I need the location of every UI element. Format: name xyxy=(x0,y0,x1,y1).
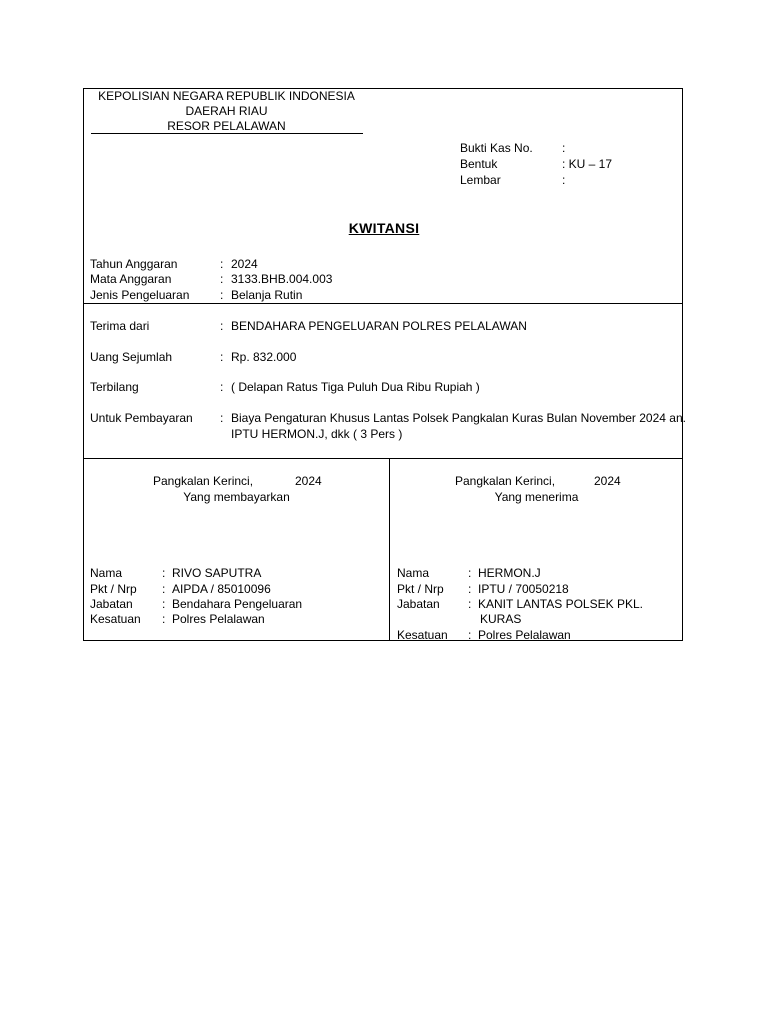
payer-kesatuan-label: Kesatuan xyxy=(90,612,141,626)
colon: : xyxy=(162,566,166,580)
payer-nama-label: Nama xyxy=(90,566,123,580)
colon: : xyxy=(468,628,472,642)
receiver-jabatan-value-line1: KANIT LANTAS POLSEK PKL. xyxy=(478,597,643,611)
colon: : xyxy=(162,597,166,611)
receiver-kesatuan-label: Kesatuan xyxy=(397,628,448,642)
uang-sejumlah-label: Uang Sejumlah xyxy=(90,350,173,364)
colon: : xyxy=(162,582,166,596)
lembar-value: : xyxy=(562,173,566,187)
institution-header xyxy=(84,89,369,134)
header-underline xyxy=(91,133,363,134)
receipt-document xyxy=(83,88,686,642)
colon: : xyxy=(220,272,224,286)
colon: : xyxy=(468,582,472,596)
receiver-nama-label: Nama xyxy=(397,566,430,580)
receiver-role: Yang menerima xyxy=(494,490,579,504)
receiver-nama-value: HERMON.J xyxy=(478,566,541,580)
receiver-place: Pangkalan Kerinci, xyxy=(455,474,556,488)
bentuk-label: Bentuk xyxy=(460,157,498,171)
signature-column-divider xyxy=(389,458,390,641)
receiver-pkt-label: Pkt / Nrp xyxy=(397,582,444,596)
payer-year: 2024 xyxy=(295,474,322,488)
terima-dari-value: BENDAHARA PENGELUARAN POLRES PELALAWAN xyxy=(231,319,527,333)
payer-jabatan-label: Jabatan xyxy=(90,597,133,611)
colon: : xyxy=(220,350,224,364)
receiver-kesatuan-value: Polres Pelalawan xyxy=(478,628,571,642)
untuk-pembayaran-value-line1: Biaya Pengaturan Khusus Lantas Polsek Pangkalan Kuras Bulan November 2024 an. xyxy=(231,411,686,425)
jenis-pengeluaran-value: Belanja Rutin xyxy=(231,288,303,302)
mata-anggaran-value: 3133.BHB.004.003 xyxy=(231,272,333,286)
document-title: KWITANSI xyxy=(348,220,420,236)
payer-nama-value: RIVO SAPUTRA xyxy=(172,566,262,580)
payer-pkt-value: AIPDA / 85010096 xyxy=(172,582,271,596)
payer-kesatuan-value: Polres Pelalawan xyxy=(172,612,265,626)
payer-place: Pangkalan Kerinci, xyxy=(153,474,254,488)
lembar-label: Lembar xyxy=(460,173,501,187)
receiver-pkt-value: IPTU / 70050218 xyxy=(478,582,569,596)
receiver-jabatan-label: Jabatan xyxy=(397,597,440,611)
header-line-3: RESOR PELALAWAN xyxy=(167,119,286,133)
colon: : xyxy=(220,288,224,302)
colon: : xyxy=(468,597,472,611)
terbilang-label: Terbilang xyxy=(90,380,139,394)
bukti-kas-label: Bukti Kas No. xyxy=(460,141,533,155)
receiver-jabatan-value-line2: KURAS xyxy=(480,612,522,626)
untuk-pembayaran-label: Untuk Pembayaran xyxy=(90,411,193,425)
header-line-2: DAERAH RIAU xyxy=(185,104,268,118)
colon: : xyxy=(162,612,166,626)
tahun-anggaran-value: 2024 xyxy=(231,257,258,271)
terbilang-value: ( Delapan Ratus Tiga Puluh Dua Ribu Rupiah ) xyxy=(231,380,480,394)
section-divider xyxy=(84,458,683,459)
terima-dari-label: Terima dari xyxy=(90,319,150,333)
jenis-pengeluaran-label: Jenis Pengeluaran xyxy=(90,288,190,302)
colon: : xyxy=(220,411,224,425)
receiver-year: 2024 xyxy=(594,474,621,488)
header-line-1: KEPOLISIAN NEGARA REPUBLIK INDONESIA xyxy=(98,89,355,103)
payer-jabatan-value: Bendahara Pengeluaran xyxy=(172,597,303,611)
section-divider xyxy=(84,303,683,304)
colon: : xyxy=(220,257,224,271)
tahun-anggaran-label: Tahun Anggaran xyxy=(90,257,178,271)
colon: : xyxy=(220,380,224,394)
colon: : xyxy=(220,319,224,333)
bentuk-value: : KU – 17 xyxy=(562,157,613,171)
payer-role: Yang membayarkan xyxy=(183,490,290,504)
untuk-pembayaran-value-line2: IPTU HERMON.J, dkk ( 3 Pers ) xyxy=(231,427,403,441)
mata-anggaran-label: Mata Anggaran xyxy=(90,272,172,286)
colon: : xyxy=(468,566,472,580)
uang-sejumlah-value: Rp. 832.000 xyxy=(231,350,297,364)
payer-pkt-label: Pkt / Nrp xyxy=(90,582,137,596)
bukti-kas-value: : xyxy=(562,141,566,155)
